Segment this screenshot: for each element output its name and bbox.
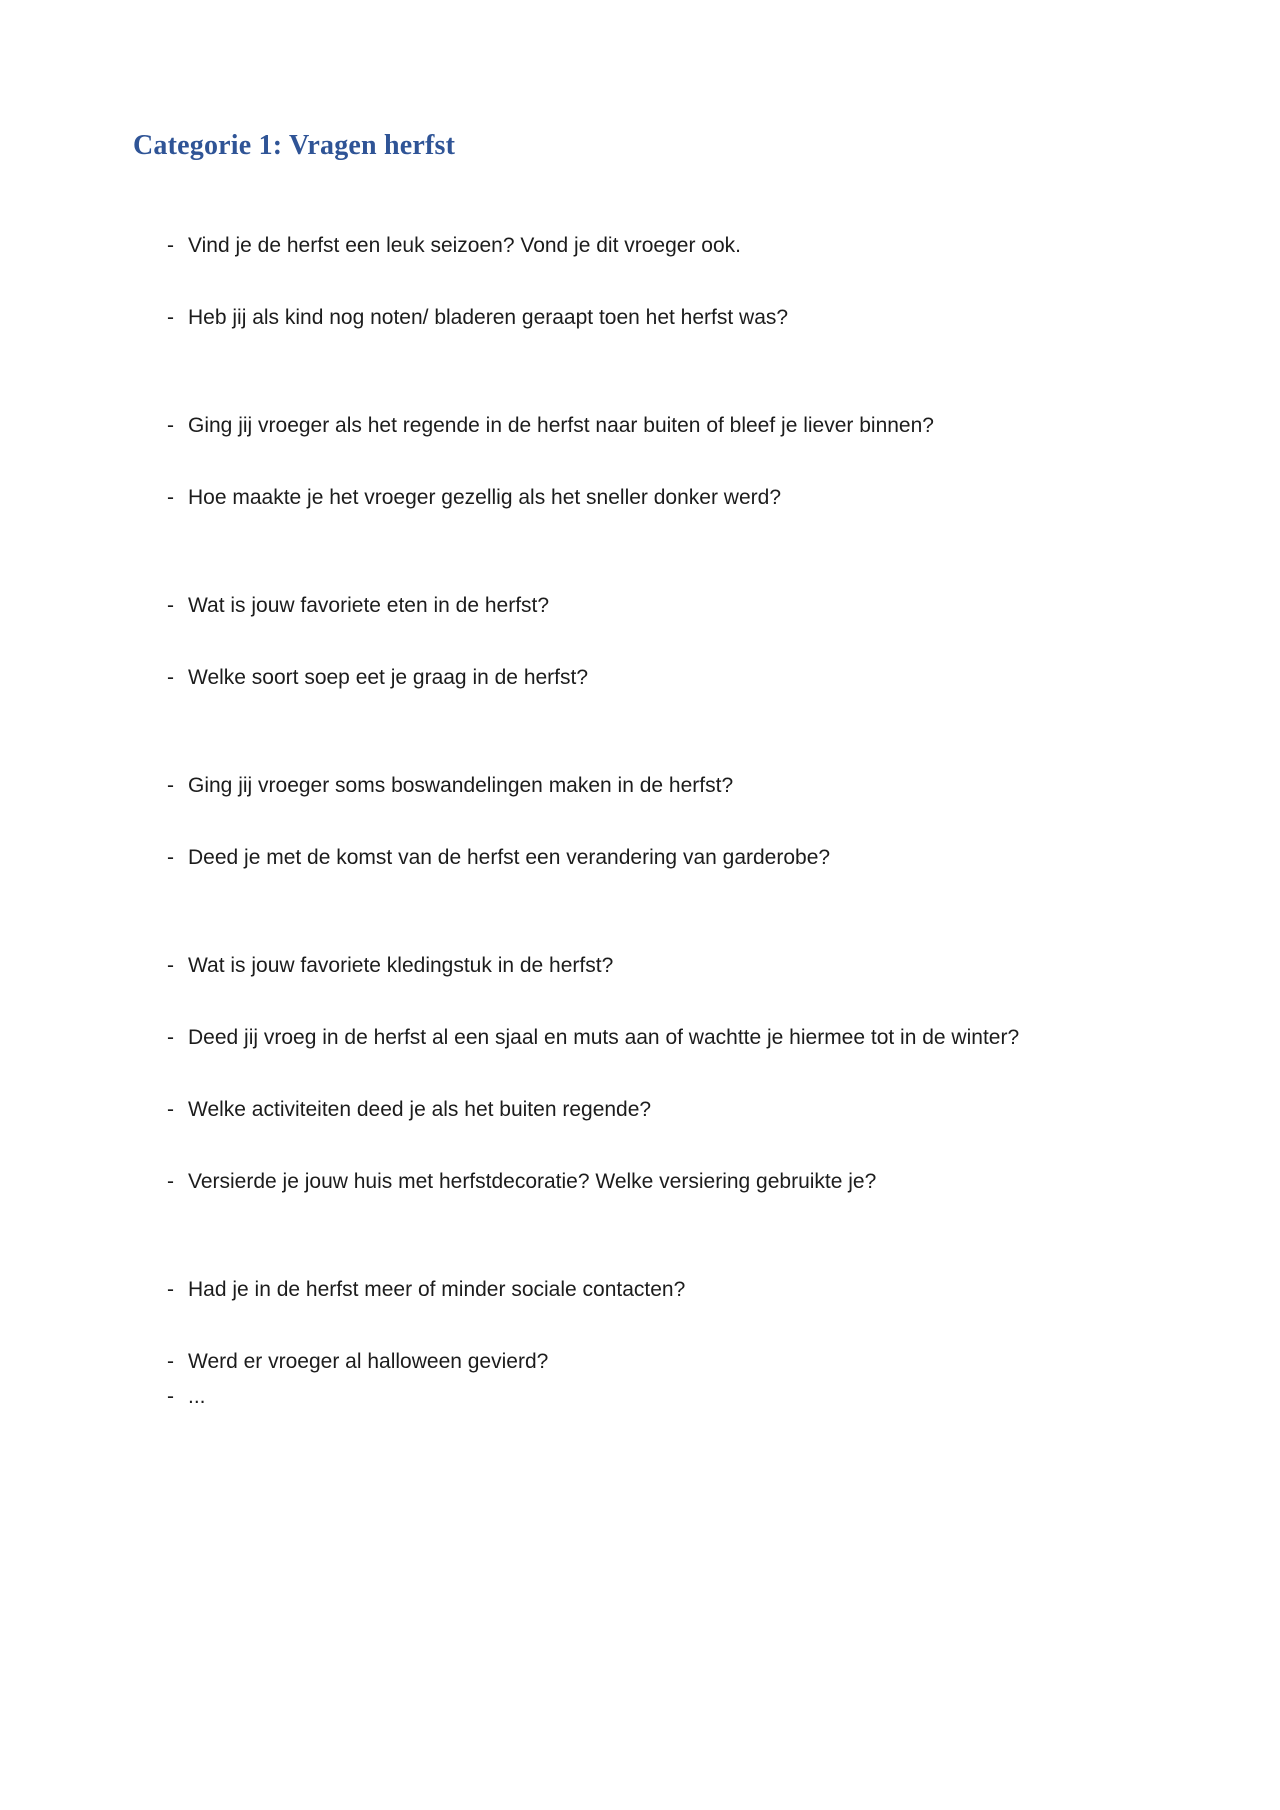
dash-bullet-icon: - <box>167 1385 174 1408</box>
question-text: Wat is jouw favoriete eten in de herfst? <box>188 594 550 617</box>
question-text: Heb jij als kind nog noten/ bladeren geraapt toen het herfst was? <box>188 306 789 329</box>
question-text: Wat is jouw favoriete kledingstuk in de herfst? <box>188 954 614 977</box>
question-item <box>133 840 1220 875</box>
question-text: Ging jij vroeger als het regende in de herfst naar buiten of bleef je liever binnen? <box>188 414 934 437</box>
question-item <box>133 1020 1220 1055</box>
question-item <box>133 408 1220 443</box>
question-text: Vind je de herfst een leuk seizoen? Vond je dit vroeger ook. <box>188 234 741 257</box>
dash-bullet-icon: - <box>167 954 174 977</box>
question-text: ... <box>188 1385 206 1408</box>
dash-bullet-icon: - <box>167 666 174 689</box>
dash-bullet-icon: - <box>167 486 174 509</box>
dash-bullet-icon: - <box>167 234 174 257</box>
question-text: Werd er vroeger al halloween gevierd? <box>188 1350 549 1373</box>
question-item <box>133 1272 1220 1307</box>
question-list <box>133 228 1220 1414</box>
question-item <box>133 1164 1220 1199</box>
question-item <box>133 1092 1220 1127</box>
dash-bullet-icon: - <box>167 306 174 329</box>
question-text: Had je in de herfst meer of minder sociale contacten? <box>188 1278 686 1301</box>
question-item <box>133 300 1220 335</box>
question-text: Welke activiteiten deed je als het buiten regende? <box>188 1098 652 1121</box>
dash-bullet-icon: - <box>167 1026 174 1049</box>
question-item <box>133 948 1220 983</box>
dash-bullet-icon: - <box>167 846 174 869</box>
question-item <box>133 1344 1220 1379</box>
dash-bullet-icon: - <box>167 594 174 617</box>
dash-bullet-icon: - <box>167 1170 174 1193</box>
question-item <box>133 480 1220 515</box>
page-title: Categorie 1: Vragen herfst <box>133 130 456 161</box>
question-text: Deed jij vroeg in de herfst al een sjaal en muts aan of wachtte je hiermee tot in de winter? <box>188 1026 1020 1049</box>
dash-bullet-icon: - <box>167 1350 174 1373</box>
question-item <box>133 768 1220 803</box>
question-text: Welke soort soep eet je graag in de herfst? <box>188 666 589 689</box>
question-item <box>133 660 1220 695</box>
question-text: Versierde je jouw huis met herfstdecoratie? Welke versiering gebruikte je? <box>188 1170 877 1193</box>
question-item <box>133 1379 1220 1414</box>
dash-bullet-icon: - <box>167 1278 174 1301</box>
dash-bullet-icon: - <box>167 414 174 437</box>
question-text: Hoe maakte je het vroeger gezellig als het sneller donker werd? <box>188 486 781 509</box>
question-item <box>133 588 1220 623</box>
dash-bullet-icon: - <box>167 1098 174 1121</box>
dash-bullet-icon: - <box>167 774 174 797</box>
question-item <box>133 228 1220 263</box>
question-text: Ging jij vroeger soms boswandelingen maken in de herfst? <box>188 774 734 797</box>
question-text: Deed je met de komst van de herfst een verandering van garderobe? <box>188 846 831 869</box>
